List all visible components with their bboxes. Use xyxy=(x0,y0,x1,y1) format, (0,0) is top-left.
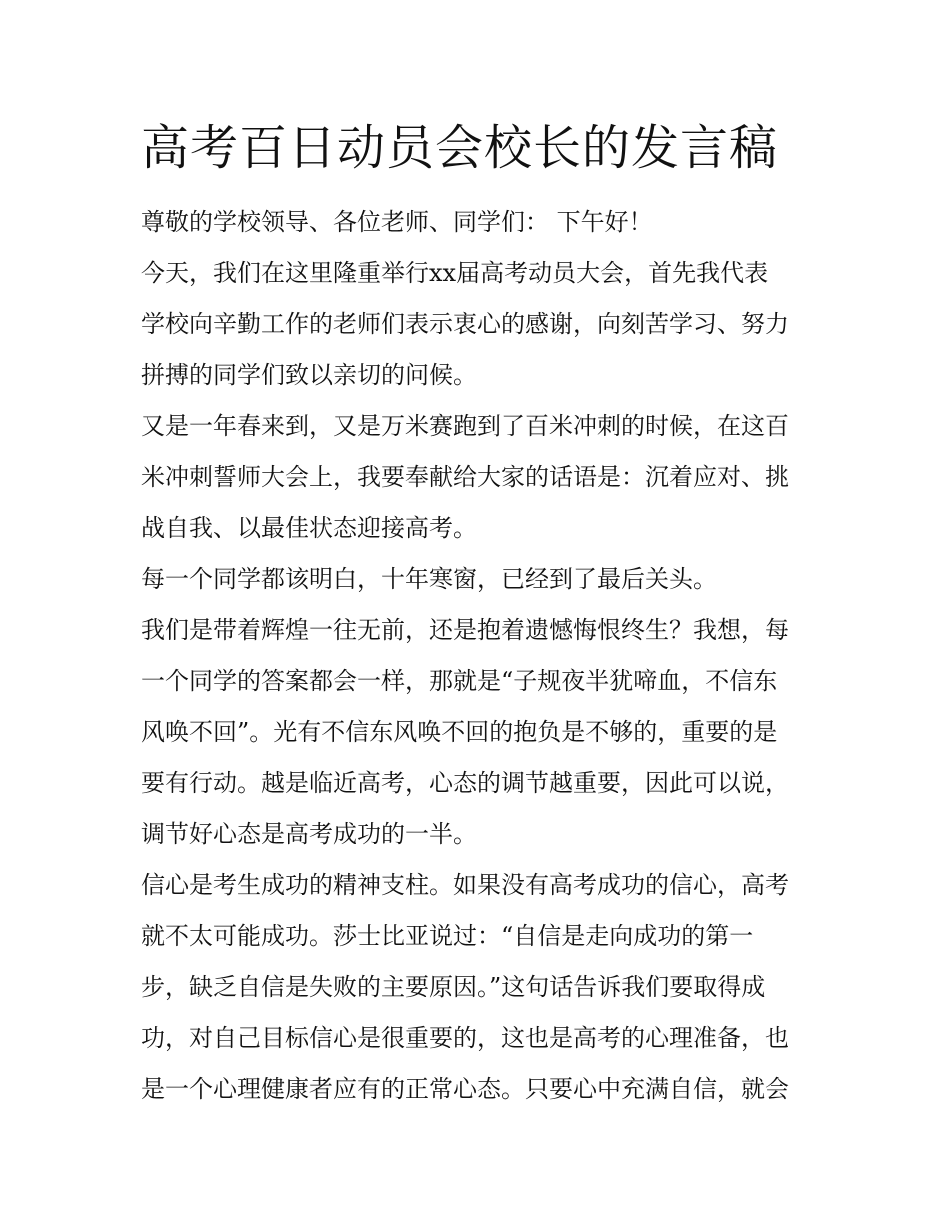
text-line: 拼搏的同学们致以亲切的问候。 xyxy=(141,361,477,389)
text-line: 调节好心态是高考成功的一半。 xyxy=(141,820,477,848)
text-line: 战自我、以最佳状态迎接高考。 xyxy=(141,514,477,542)
text-line: 是一个心理健康者应有的正常心态。只要心中充满自信，就会 xyxy=(141,1075,789,1103)
text-line: 尊敬的学校领导、各位老师、同学们： 下午好！ xyxy=(141,208,653,236)
text-line: 信心是考生成功的精神支柱。如果没有高考成功的信心，高考 xyxy=(141,871,789,899)
document-title: 高考百日动员会校长的发言稿 xyxy=(141,120,779,176)
text-line: 学校向辛勤工作的老师们表示衷心的感谢，向刻苦学习、努力 xyxy=(141,310,789,338)
text-line: 又是一年春来到，又是万米赛跑到了百米冲刺的时候，在这百 xyxy=(141,412,789,440)
text-line: 米冲刺誓师大会上，我要奉献给大家的话语是：沉着应对、挑 xyxy=(141,463,789,491)
text-line: 每一个同学都该明白，十年寒窗，已经到了最后关头。 xyxy=(141,565,717,593)
text-line: 就不太可能成功。莎士比亚说过：“自信是走向成功的第一 xyxy=(141,922,754,950)
text-line: 功，对自己目标信心是很重要的，这也是高考的心理准备，也 xyxy=(141,1024,789,1052)
document-body xyxy=(141,197,813,1115)
text-line: 步，缺乏自信是失败的主要原因。”这句话告诉我们要取得成 xyxy=(141,973,766,1001)
text-line: 一个同学的答案都会一样，那就是“子规夜半犹啼血，不信东 xyxy=(141,667,778,695)
text-line: 我们是带着辉煌一往无前，还是抱着遗憾悔恨终生？我想，每 xyxy=(141,616,789,644)
text-line: 要有行动。越是临近高考，心态的调节越重要，因此可以说， xyxy=(141,769,789,797)
text-line: 今天，我们在这里隆重举行xx届高考动员大会，首先我代表 xyxy=(141,259,769,287)
text-line: 风唤不回”。光有不信东风唤不回的抱负是不够的，重要的是 xyxy=(141,718,778,746)
